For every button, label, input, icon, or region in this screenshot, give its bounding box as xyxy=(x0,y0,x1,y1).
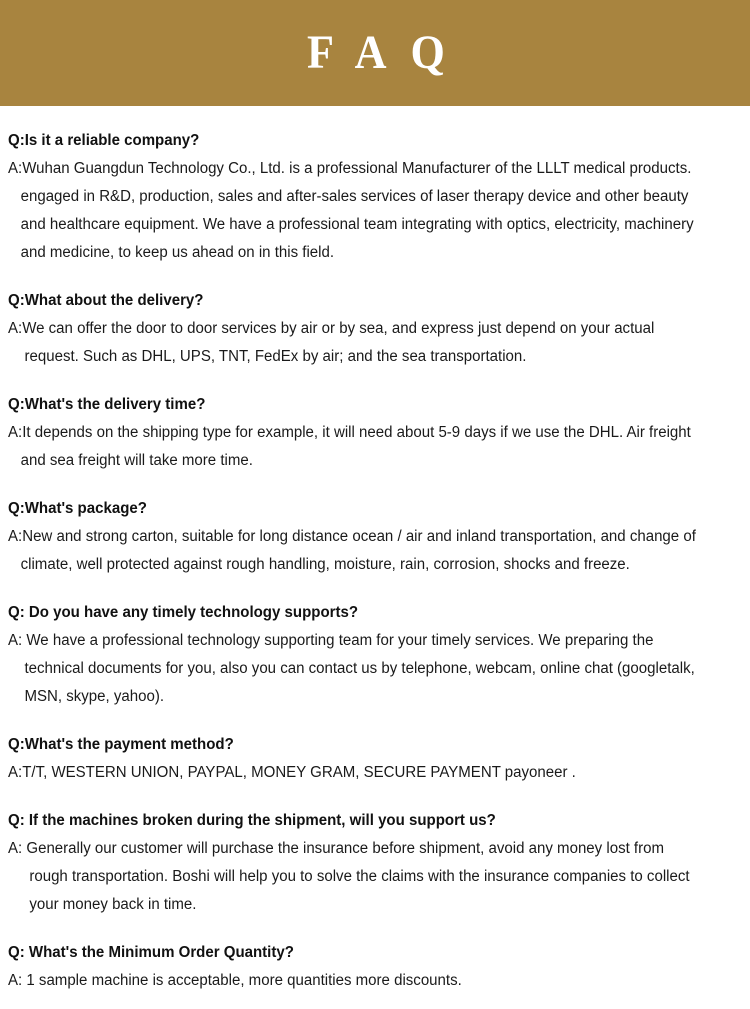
faq-answer xyxy=(8,419,724,475)
answer-line: A: We have a professional technology supporting team for your timely services. We preparing the xyxy=(8,632,654,649)
faq-item-minimum-order xyxy=(8,939,746,995)
faq-item-technology-support xyxy=(8,599,746,711)
faq-question: Q: What's the Minimum Order Quantity? xyxy=(8,944,294,961)
faq-answer xyxy=(8,155,724,267)
faq-item-reliable-company xyxy=(8,127,746,267)
answer-line: your money back in time. xyxy=(29,896,197,913)
answer-line: A:T/T, WESTERN UNION, PAYPAL, MONEY GRAM, SECURE PAYMENT payoneer . xyxy=(8,764,576,781)
banner-title: FAQ xyxy=(307,25,469,79)
answer-line: and healthcare equipment. We have a professional team integrating with optics, electricity, machinery xyxy=(20,216,694,233)
faq-item-delivery xyxy=(8,287,746,371)
answer-line: A:New and strong carton, suitable for long distance ocean / air and inland transportation, and change of xyxy=(8,528,696,545)
faq-question: Q: Do you have any timely technology supports? xyxy=(8,604,359,621)
answer-line: A: 1 sample machine is acceptable, more quantities more discounts. xyxy=(8,972,462,989)
answer-line: engaged in R&D, production, sales and after-sales services of laser therapy device and other beauty xyxy=(20,188,689,205)
faq-question: Q:What about the delivery? xyxy=(8,292,204,309)
answer-line: A:We can offer the door to door services by air or by sea, and express just depend on your actual xyxy=(8,320,655,337)
faq-question: Q: If the machines broken during the shipment, will you support us? xyxy=(8,812,496,829)
faq-answer xyxy=(8,315,724,371)
faq-answer xyxy=(8,967,724,995)
faq-question: Q:What's package? xyxy=(8,500,147,517)
faq-item-delivery-time xyxy=(8,391,746,475)
answer-line: A: Generally our customer will purchase the insurance before shipment, avoid any money lost from xyxy=(8,840,665,857)
answer-line: A:It depends on the shipping type for example, it will need about 5-9 days if we use the DHL. Air freight xyxy=(8,424,691,441)
faq-question: Q:What's the delivery time? xyxy=(8,396,206,413)
answer-line: climate, well protected against rough handling, moisture, rain, corrosion, shocks and freeze. xyxy=(20,556,630,573)
answer-line: A:Wuhan Guangdun Technology Co., Ltd. is a professional Manufacturer of the LLLT medical products. xyxy=(8,160,692,177)
faq-answer xyxy=(8,835,724,919)
answer-line: MSN, skype, yahoo). xyxy=(24,688,165,705)
answer-line: and medicine, to keep us ahead on in this field. xyxy=(20,244,335,261)
answer-line: rough transportation. Boshi will help you to solve the claims with the insurance companies to collect xyxy=(29,868,690,885)
faq-item-broken-shipment xyxy=(8,807,746,919)
faq-question: Q:Is it a reliable company? xyxy=(8,132,200,149)
answer-line: and sea freight will take more time. xyxy=(20,452,253,469)
faq-answer xyxy=(8,523,724,579)
answer-line: technical documents for you, also you can contact us by telephone, webcam, online chat (googletalk, xyxy=(24,660,695,677)
faq-answer xyxy=(8,759,724,787)
faq-question: Q:What's the payment method? xyxy=(8,736,234,753)
answer-line: request. Such as DHL, UPS, TNT, FedEx by air; and the sea transportation. xyxy=(24,348,527,365)
faq-item-package xyxy=(8,495,746,579)
faq-item-payment-method xyxy=(8,731,746,787)
faq-banner xyxy=(0,0,750,106)
faq-answer xyxy=(8,627,724,711)
